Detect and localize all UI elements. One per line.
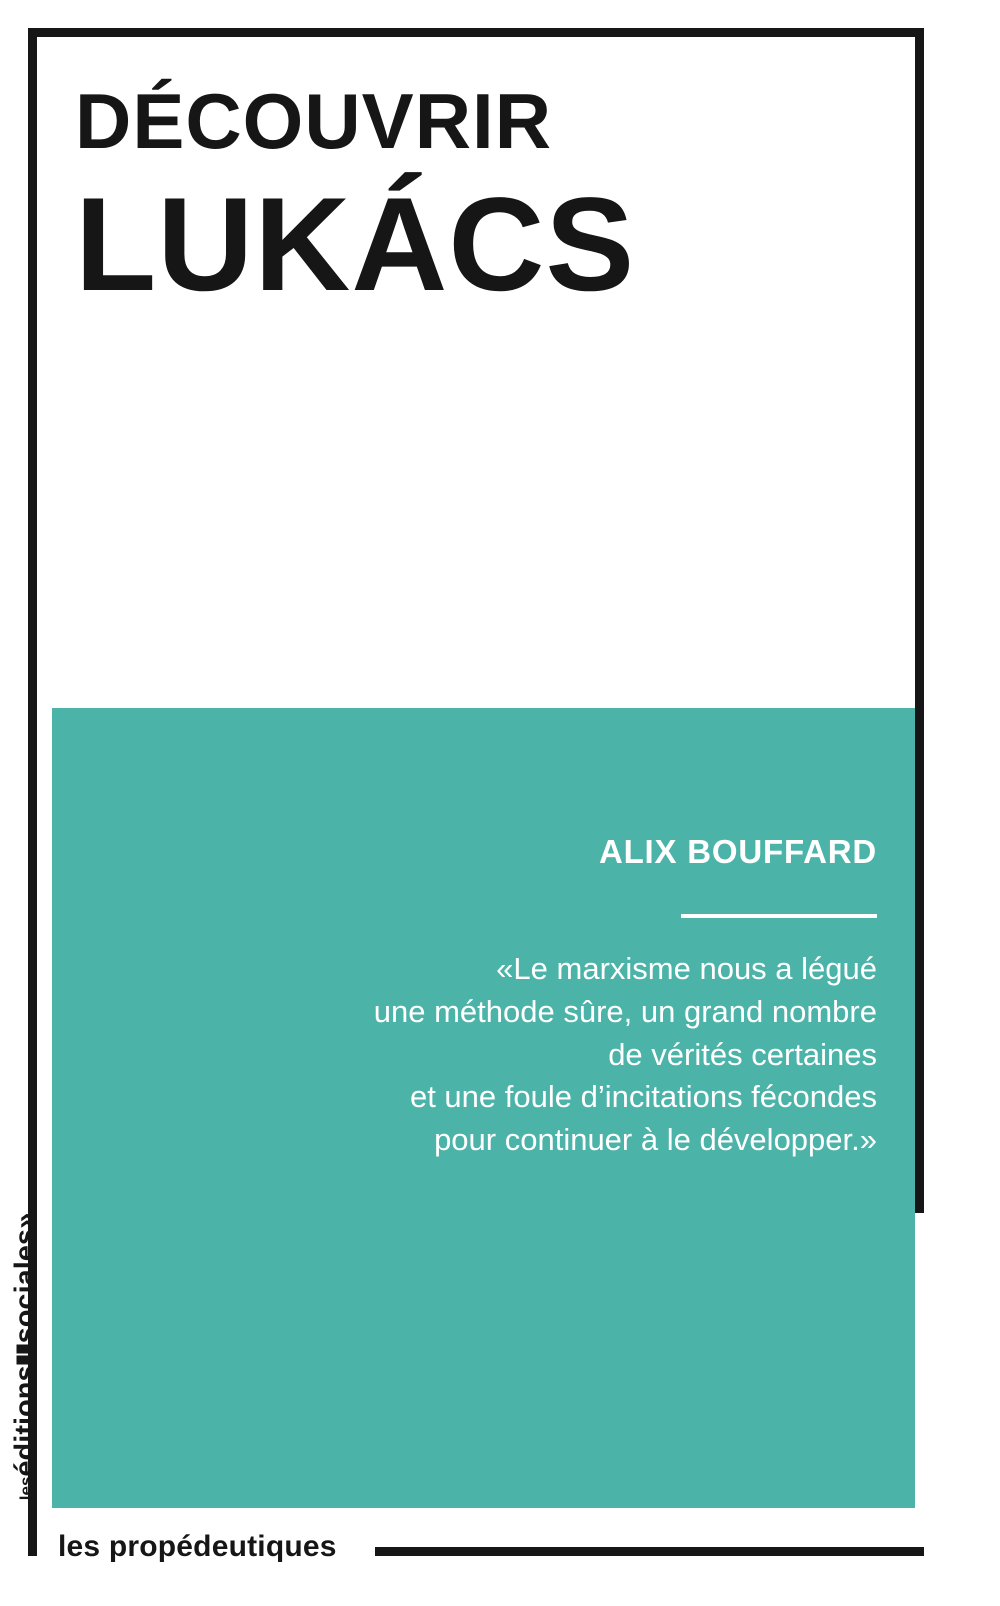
teal-panel <box>52 708 915 1508</box>
publisher-logo-les: les <box>16 1476 36 1501</box>
book-title-line-2: LUKÁCS <box>75 171 636 319</box>
quote-line: pour continuer à le développer.» <box>434 1122 877 1158</box>
publisher-logo-sociales: sociales <box>9 1228 42 1344</box>
quote-line: de vérités certaines <box>608 1036 877 1072</box>
author-name: ALIX BOUFFARD <box>598 833 877 870</box>
logo-square-icon <box>17 1344 37 1353</box>
title-block <box>75 77 895 319</box>
quote-line: et une foule d’incitations fécondes <box>409 1079 877 1115</box>
frame-right-rule <box>915 28 924 1213</box>
collection-name: les propédeutiques <box>58 1530 337 1563</box>
publisher-logo-editions: éditions <box>9 1365 42 1477</box>
quote-line: une méthode sûre, un grand nombre <box>373 993 877 1029</box>
divider-rule <box>681 914 877 918</box>
frame-bottom-rule <box>375 1547 924 1556</box>
frame-top-rule <box>28 28 924 37</box>
publisher-logo-quotes: » <box>9 1212 42 1229</box>
book-title-line-1: DÉCOUVRIR <box>75 77 553 165</box>
publisher-logo <box>0 1190 52 1530</box>
quote-line: «Le marxisme nous a légué <box>496 951 877 986</box>
logo-square-icon <box>17 1355 37 1364</box>
cover-quote <box>217 948 877 1162</box>
publisher-logo-text <box>10 1187 43 1527</box>
